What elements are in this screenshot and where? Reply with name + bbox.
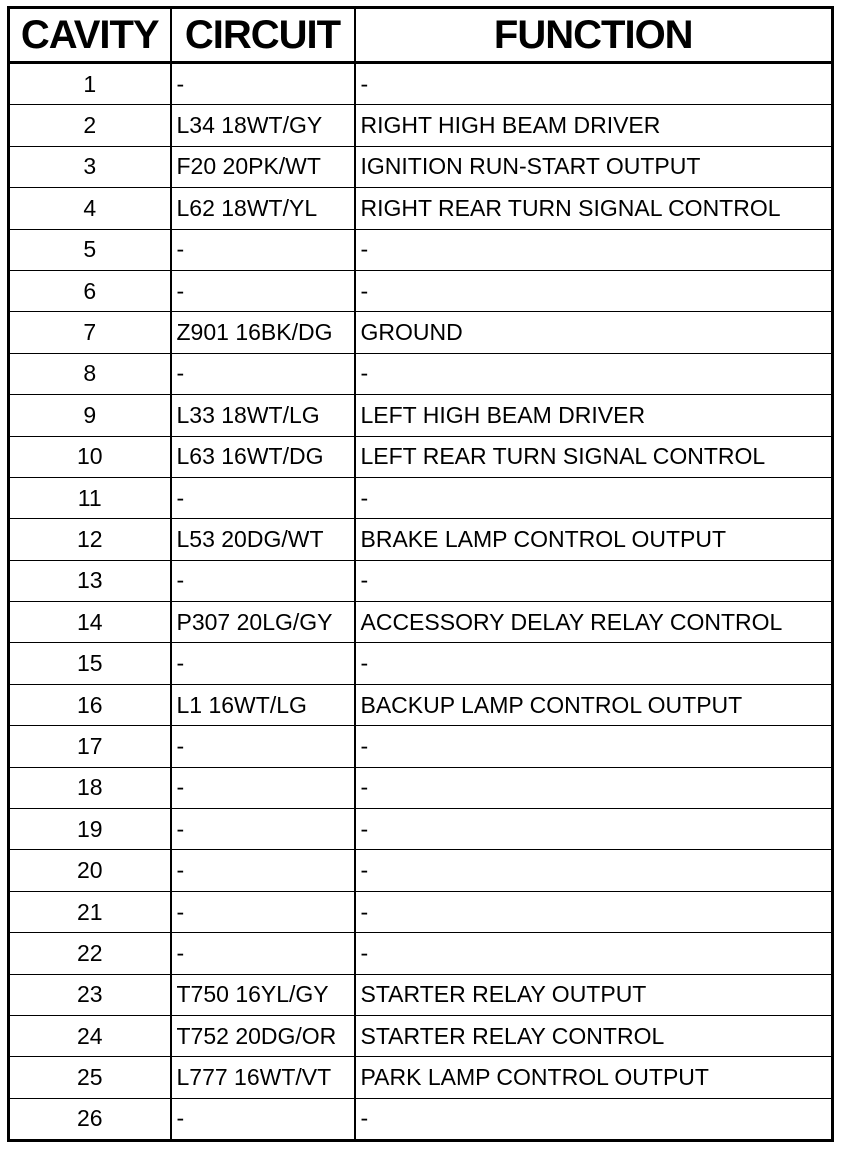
function-cell: IGNITION RUN-START OUTPUT [355, 146, 833, 187]
circuit-cell: - [171, 809, 355, 850]
circuit-cell: T752 20DG/OR [171, 1015, 355, 1056]
circuit-cell: L33 18WT/LG [171, 395, 355, 436]
cavity-cell: 20 [9, 850, 171, 891]
circuit-cell: - [171, 229, 355, 270]
function-cell: STARTER RELAY OUTPUT [355, 974, 833, 1015]
circuit-cell: L777 16WT/VT [171, 1057, 355, 1098]
cavity-cell: 24 [9, 1015, 171, 1056]
table-row [9, 1098, 833, 1140]
circuit-cell: L62 18WT/YL [171, 188, 355, 229]
circuit-cell: Z901 16BK/DG [171, 312, 355, 353]
function-cell: - [355, 891, 833, 932]
circuit-cell: - [171, 726, 355, 767]
function-cell: LEFT HIGH BEAM DRIVER [355, 395, 833, 436]
table-row [9, 436, 833, 477]
circuit-cell: F20 20PK/WT [171, 146, 355, 187]
cavity-cell: 9 [9, 395, 171, 436]
function-cell: ACCESSORY DELAY RELAY CONTROL [355, 602, 833, 643]
cavity-cell: 26 [9, 1098, 171, 1140]
table-row [9, 63, 833, 105]
function-cell: - [355, 353, 833, 394]
table-row [9, 229, 833, 270]
cavity-cell: 22 [9, 933, 171, 974]
cavity-cell: 7 [9, 312, 171, 353]
cavity-cell: 18 [9, 767, 171, 808]
cavity-cell: 4 [9, 188, 171, 229]
circuit-cell: - [171, 933, 355, 974]
cavity-cell: 6 [9, 270, 171, 311]
cavity-cell: 2 [9, 105, 171, 146]
cavity-cell: 8 [9, 353, 171, 394]
table-row [9, 353, 833, 394]
function-cell: PARK LAMP CONTROL OUTPUT [355, 1057, 833, 1098]
circuit-column-header: CIRCUIT [171, 8, 355, 63]
function-cell: - [355, 767, 833, 808]
function-cell: - [355, 63, 833, 105]
function-cell: STARTER RELAY CONTROL [355, 1015, 833, 1056]
table-row [9, 105, 833, 146]
cavity-cell: 10 [9, 436, 171, 477]
function-cell: - [355, 1098, 833, 1140]
table-row [9, 643, 833, 684]
circuit-cell: - [171, 1098, 355, 1140]
table-row [9, 809, 833, 850]
table-row [9, 146, 833, 187]
table-row [9, 974, 833, 1015]
circuit-cell: - [171, 353, 355, 394]
table-row [9, 850, 833, 891]
circuit-cell: - [171, 850, 355, 891]
cavity-cell: 19 [9, 809, 171, 850]
cavity-cell: 12 [9, 519, 171, 560]
circuit-cell: - [171, 767, 355, 808]
table-row [9, 726, 833, 767]
function-cell: BACKUP LAMP CONTROL OUTPUT [355, 684, 833, 725]
function-cell: LEFT REAR TURN SIGNAL CONTROL [355, 436, 833, 477]
table-row [9, 188, 833, 229]
table-row [9, 270, 833, 311]
cavity-cell: 5 [9, 229, 171, 270]
function-cell: - [355, 809, 833, 850]
cavity-cell: 13 [9, 560, 171, 601]
function-cell: - [355, 270, 833, 311]
function-cell: - [355, 933, 833, 974]
function-cell: - [355, 477, 833, 518]
circuit-cell: - [171, 477, 355, 518]
header-row [9, 8, 833, 63]
circuit-cell: L1 16WT/LG [171, 684, 355, 725]
function-cell: RIGHT REAR TURN SIGNAL CONTROL [355, 188, 833, 229]
circuit-cell: - [171, 891, 355, 932]
function-cell: GROUND [355, 312, 833, 353]
function-cell: BRAKE LAMP CONTROL OUTPUT [355, 519, 833, 560]
connector-pinout-table [7, 6, 834, 1142]
circuit-cell: L53 20DG/WT [171, 519, 355, 560]
function-cell: - [355, 726, 833, 767]
circuit-cell: L34 18WT/GY [171, 105, 355, 146]
circuit-cell: T750 16YL/GY [171, 974, 355, 1015]
table-row [9, 1015, 833, 1056]
table-row [9, 684, 833, 725]
cavity-cell: 16 [9, 684, 171, 725]
cavity-cell: 11 [9, 477, 171, 518]
cavity-cell: 25 [9, 1057, 171, 1098]
function-column-header: FUNCTION [355, 8, 833, 63]
circuit-cell: L63 16WT/DG [171, 436, 355, 477]
table-row [9, 767, 833, 808]
table-row [9, 395, 833, 436]
circuit-cell: - [171, 560, 355, 601]
circuit-cell: - [171, 63, 355, 105]
function-cell: - [355, 643, 833, 684]
function-cell: - [355, 229, 833, 270]
circuit-cell: - [171, 270, 355, 311]
table-body [9, 63, 833, 1141]
cavity-cell: 17 [9, 726, 171, 767]
cavity-cell: 1 [9, 63, 171, 105]
table-row [9, 560, 833, 601]
cavity-cell: 21 [9, 891, 171, 932]
circuit-cell: - [171, 643, 355, 684]
table-row [9, 891, 833, 932]
cavity-cell: 15 [9, 643, 171, 684]
table-row [9, 519, 833, 560]
function-cell: - [355, 850, 833, 891]
table-header [9, 8, 833, 63]
cavity-column-header: CAVITY [9, 8, 171, 63]
table-row [9, 1057, 833, 1098]
table-row [9, 477, 833, 518]
function-cell: - [355, 560, 833, 601]
table-row [9, 933, 833, 974]
table-row [9, 602, 833, 643]
cavity-cell: 23 [9, 974, 171, 1015]
cavity-cell: 3 [9, 146, 171, 187]
table-row [9, 312, 833, 353]
function-cell: RIGHT HIGH BEAM DRIVER [355, 105, 833, 146]
cavity-cell: 14 [9, 602, 171, 643]
circuit-cell: P307 20LG/GY [171, 602, 355, 643]
